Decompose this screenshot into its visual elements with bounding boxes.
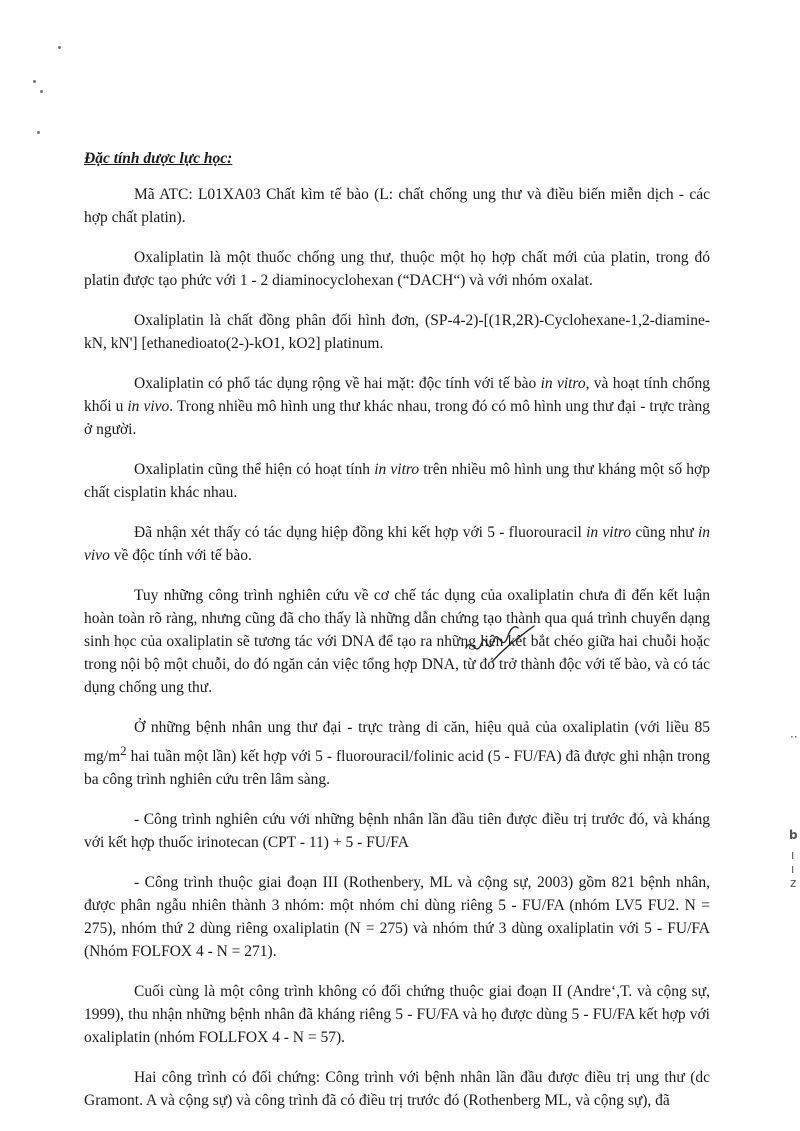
scan-speck — [37, 131, 40, 134]
margin-artifact: ı — [791, 848, 795, 862]
paragraph-list — [84, 183, 710, 1112]
text-run: trên nhiều mô hình ung thư kháng một số hợp chất cisplatin khác nhau. — [84, 461, 710, 501]
scan-speck — [33, 80, 36, 83]
text-run: Mã ATC: L01XA03 Chất kìm tế bào (L: chất chống ung thư và điều biến miễn dịch - các hợp chất platin). — [84, 186, 710, 226]
text-run: - Công trình nghiên cứu với những bệnh nhân lần đầu tiên được điều trị trước đó, và kháng với kết hợp thuốc irinotecan (CPT - 11) + 5 - FU/FA — [84, 811, 710, 852]
handwritten-signature-mark — [462, 618, 542, 668]
paragraph — [84, 372, 710, 441]
text-run: Cuối cùng là một công trình không có đối chứng thuộc giai đoạn II (Andre‘,T. và cộng sự, 1999), thu nhận những bệnh nhân đã kháng riêng 5 - FU/FA và họ được dùng 5 - FU/FA kết hợp với oxaliplatin (nhóm FOLLFOX 4 - N = 57). — [84, 983, 710, 1047]
margin-artifact: ı — [791, 862, 795, 876]
text-run: Ở những bệnh nhân ung thư đại - trực tràng di căn, hiệu quả của oxaliplatin (với liều 85 mg/m — [84, 719, 710, 766]
paragraph — [84, 309, 710, 355]
text-run: cũng như — [631, 524, 698, 541]
text-run: Hai công trình có đối chứng: Công trình với bệnh nhân lần đầu được điều trị ung thư (dc Gramont. A và cộng sự) và công trình đã có điều trị trước đó (Rothenberg ML, và cộng sự), đã — [84, 1069, 710, 1110]
paragraph — [84, 183, 710, 229]
text-run: . Trong nhiều mô hình ung thư khác nhau, trong đó có mô hình ung thư đại - trực tràng ở người. — [84, 398, 711, 438]
document-body — [84, 150, 710, 1112]
paragraph — [84, 1066, 710, 1112]
text-run: Oxaliplatin là chất đồng phân đối hình đơn, (SP-4-2)-[(1R,2R)-Cyclohexane-1,2-diamine-kN, kN'] [ethanedioato(2-)-kO1, kO2] platinum. — [84, 312, 710, 352]
text-run: , và hoạt tính chống khối u — [84, 375, 710, 415]
text-run: Đã nhận xét thấy có tác dụng hiệp đồng khi kết hợp với 5 - fluorouracil — [134, 524, 587, 541]
italic-text: in vitro — [540, 375, 586, 392]
paragraph — [84, 980, 710, 1049]
text-run: Oxaliplatin có phổ tác dụng rộng về hai mặt: độc tính với tế bào — [134, 375, 541, 392]
paragraph — [84, 584, 710, 699]
paragraph — [84, 808, 710, 854]
paragraph — [84, 521, 710, 567]
italic-text: in vitro — [374, 461, 420, 478]
section-heading: Đặc tính dược lực học: — [84, 150, 233, 167]
text-run: hai tuần một lần) kết hợp với 5 - fluorouracil/folinic acid (5 - FU/FA) đã được ghi nhận trong ba công trình nghiên cứu trên lâm sàng. — [84, 748, 710, 789]
scan-speck — [58, 46, 61, 49]
margin-artifact: b — [789, 828, 798, 842]
text-run: - Công trình thuộc giai đoạn III (Rothenbery, ML và cộng sự, 2003) gồm 821 bệnh nhân, được phân ngẫu nhiên thành 3 nhóm: một nhóm chỉ dùng riêng 5 - FU/FA (nhóm LV5 FU2. N = 275), nhóm thứ 2 dùng riêng oxaliplatin (N = 275) và nhóm thứ 3 dùng oxaliplatin với 5 - FU/FA (Nhóm FOLFOX 4 - N = 271). — [84, 874, 710, 961]
text-run: Oxaliplatin cũng thể hiện có hoạt tính — [134, 461, 375, 478]
paragraph — [84, 458, 710, 504]
scan-speck — [40, 90, 43, 93]
text-run: Oxaliplatin là một thuốc chống ung thư, thuộc một họ hợp chất mới của platin, trong đó platin được tạo phức với 1 - 2 diaminocyclohexan (“DACH“) và với nhóm oxalat. — [84, 249, 710, 289]
margin-artifact: ·· — [790, 730, 798, 744]
paragraph — [84, 246, 710, 292]
superscript-text: 2 — [120, 743, 127, 758]
italic-text: in vivo — [84, 524, 710, 564]
italic-text: in vivo — [127, 398, 170, 415]
paragraph — [84, 716, 710, 791]
margin-artifact: z — [790, 876, 797, 890]
italic-text: in vitro — [586, 524, 632, 541]
text-run: Tuy những công trình nghiên cứu về cơ chế tác dụng của oxaliplatin chưa đi đến kết luận hoàn toàn rõ ràng, nhưng cũng đã cho thấy là những dẫn chứng tạo thành qua quá trình chuyển dạng sinh học của oxaliplatin sẽ tương tác với DNA để tạo ra những liên kết bắt chéo giữa hai chuỗi hoặc trong nội bộ một chuỗi, do đó ngăn cản việc tổng hợp DNA, từ đó trở thành độc với tế bào, và có tác dụng chống ung thư. — [84, 587, 710, 696]
paragraph — [84, 871, 710, 963]
text-run: về độc tính với tế bào. — [109, 547, 252, 564]
